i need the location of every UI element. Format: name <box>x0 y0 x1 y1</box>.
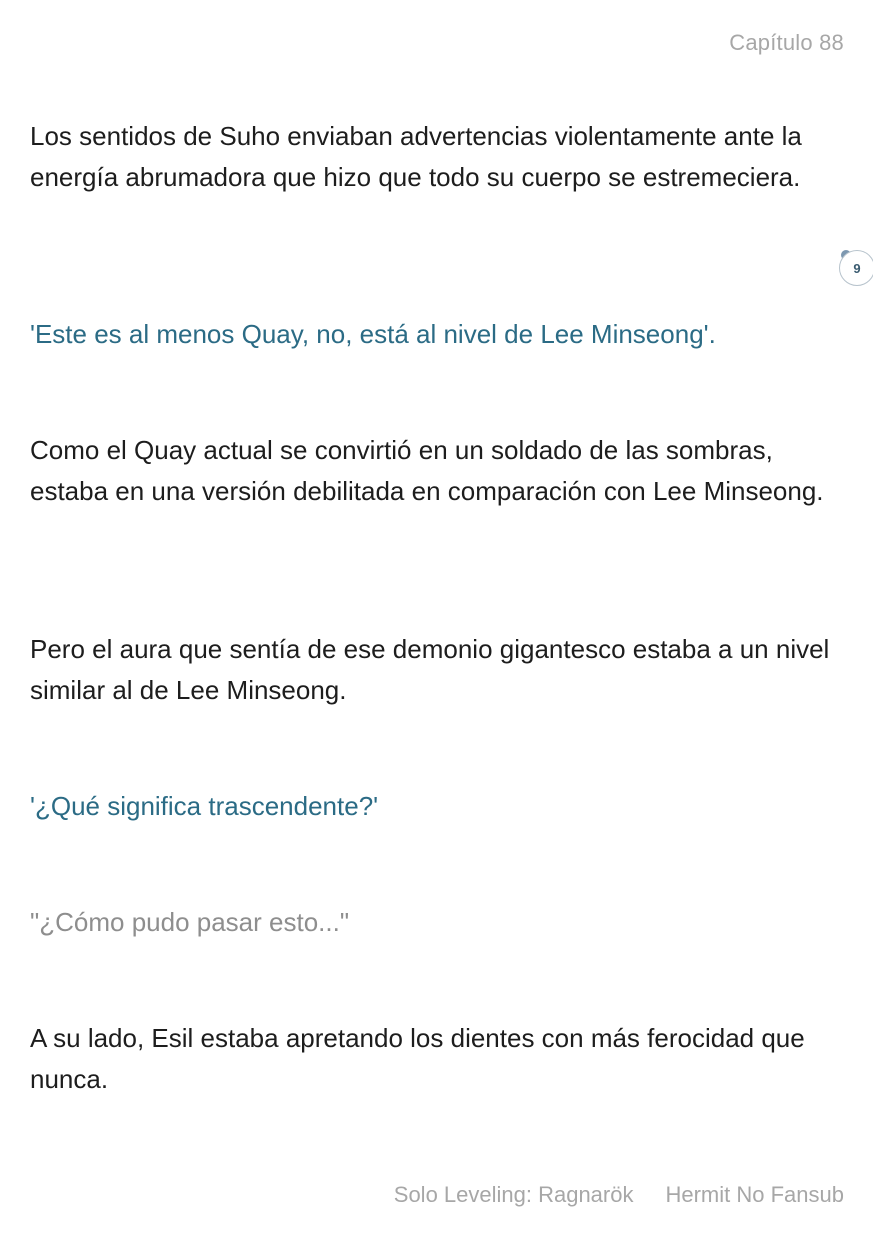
translator-credit: Hermit No Fansub <box>665 1182 844 1207</box>
page-number-badge[interactable]: 9 <box>839 250 873 286</box>
thought-paragraph: '¿Qué significa trascendente?' <box>30 791 379 821</box>
narration-paragraph: Como el Quay actual se convirtió en un soldado de las sombras, estaba en una versión debilitada en comparación con Lee Minseong. <box>30 435 824 506</box>
narration-paragraph: A su lado, Esil estaba apretando los dientes con más ferocidad que nunca. <box>30 1023 805 1094</box>
chapter-header: Capítulo 88 <box>729 30 844 55</box>
dialogue-paragraph: "¿Cómo pudo pasar esto..." <box>30 907 350 937</box>
footer <box>394 1182 844 1208</box>
narration-paragraph: Los sentidos de Suho enviaban advertencias violentamente ante la energía abrumadora que hizo que todo su cuerpo se estremeciera. <box>30 121 802 192</box>
thought-paragraph: 'Este es al menos Quay, no, está al nivel de Lee Minseong'. <box>30 319 716 349</box>
book-title: Solo Leveling: Ragnarök <box>393 1182 634 1207</box>
narration-paragraph: Pero el aura que sentía de ese demonio gigantesco estaba a un nivel similar al de Lee Minseong. <box>30 634 830 705</box>
